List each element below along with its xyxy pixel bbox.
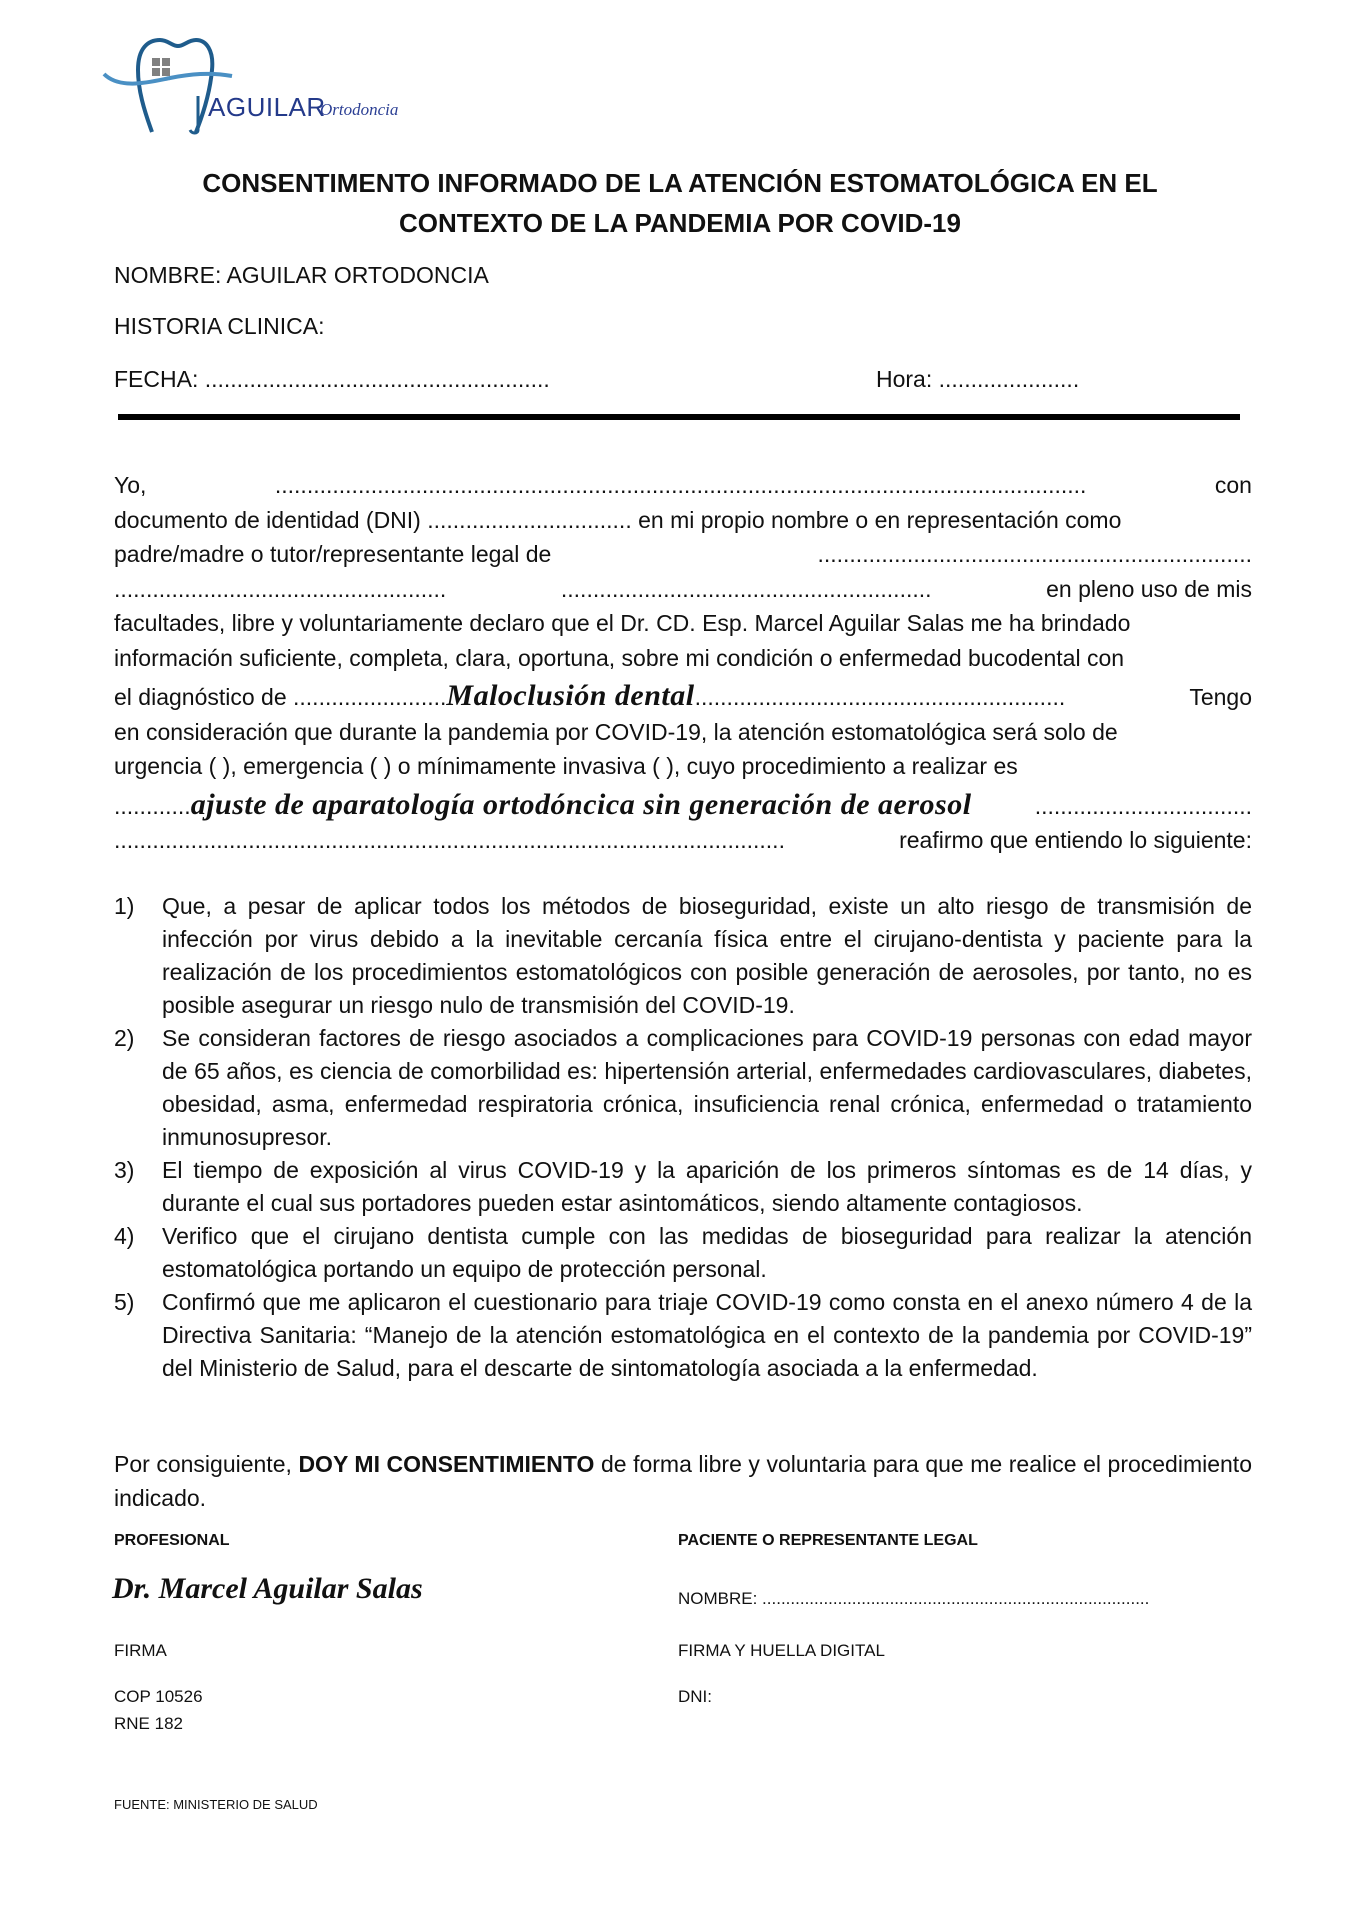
- procedure-handwritten: ajuste de aparatología ortodóncica sin generación de aerosol: [190, 787, 972, 821]
- patient-heading: PACIENTE O REPRESENTANTE LEGAL: [678, 1532, 978, 1549]
- body-line-3: [114, 537, 1252, 572]
- body-line-10: [114, 788, 1252, 824]
- procedure-blank: ..................................: [1034, 792, 1252, 819]
- body-text: información suficiente, completa, clara, oportuna, sobre mi condición o enfermedad bucodental con: [114, 644, 1125, 671]
- body-text: facultades, libre y voluntariamente declaro que el Dr. CD. Esp. Marcel Aguilar Salas me ha brindado: [114, 610, 1131, 636]
- representante-label: padre/madre o tutor/representante legal de: [114, 541, 552, 567]
- patient-firma-field[interactable]: FIRMA Y HUELLA DIGITAL: [678, 1641, 885, 1660]
- fecha-field[interactable]: FECHA: ......................................................: [114, 366, 550, 392]
- professional-rne: RNE 182: [114, 1714, 183, 1733]
- hora-field[interactable]: Hora: ......................: [876, 366, 1080, 392]
- source-footer: FUENTE: MINISTERIO DE SALUD: [114, 1797, 318, 1812]
- body-line-7: [114, 679, 1252, 715]
- list-number: 1): [114, 893, 135, 919]
- list-text: Se consideran factores de riesgo asociados a complicaciones para COVID-19 personas con edad mayor de 65 años, es ciencia de comorbilidad es: hipertensión arterial, enfermedades cardiovasculares, diabetes, obesidad, asma, enfermedad respiratoria crónica, insuficiencia renal crónica, enfermedad o tratamiento inmunosupresor.: [162, 1025, 1252, 1150]
- consent-declaration: [114, 468, 1252, 858]
- conclusion-emphasis: DOY MI CONSENTIMIENTO: [298, 1451, 595, 1477]
- pleno-uso-label: en pleno uso de mis: [1046, 575, 1252, 602]
- procedure-blank-2: .........................................................................................................: [114, 827, 785, 853]
- blank-a[interactable]: ....................................................: [114, 575, 447, 602]
- diagnostico-label: el diagnóstico de ........................: [114, 684, 447, 710]
- reafirmo-label: reafirmo que entiendo lo siguiente:: [899, 827, 1252, 853]
- logo-brand: AGUILAR: [208, 92, 326, 122]
- professional-heading: PROFESIONAL: [114, 1532, 230, 1549]
- diagnosis-blank: ..........................................................: [694, 684, 1066, 710]
- document-title: [100, 163, 1260, 243]
- diagnosis-handwritten: Maloclusión dental: [446, 679, 695, 712]
- patient-name-blank[interactable]: ...............................................................................................................................: [274, 472, 1087, 498]
- body-line-6: [114, 641, 1252, 676]
- con-label: con: [1214, 472, 1252, 498]
- list-item: [114, 1220, 1252, 1286]
- patient-dni-field[interactable]: DNI:: [678, 1687, 712, 1706]
- list-item: [114, 1022, 1252, 1154]
- body-text: en consideración que durante la pandemia por COVID-19, la atención estomatológica será solo de: [114, 718, 1118, 745]
- body-line-4: [114, 572, 1252, 607]
- list-text: Verifico que el cirujano dentista cumple con las medidas de bioseguridad para realizar la atención estomatológica portando un equipo de protección personal.: [162, 1223, 1252, 1282]
- dni-line: documento de identidad (DNI) ................................ en mi propio nombre o en representación como: [114, 506, 1122, 533]
- professional-cop: COP 10526: [114, 1687, 203, 1706]
- body-line-1: [114, 468, 1252, 503]
- historia-clinica-field: HISTORIA CLINICA:: [114, 313, 325, 339]
- tooth-logo-icon: [100, 30, 440, 140]
- procedure-lead-dots: ............: [114, 792, 191, 819]
- list-text: El tiempo de exposición al virus COVID-19 y la aparición de los primeros síntomas es de 14 días, y durante el cual sus portadores pueden estar asintomáticos, siendo altamente contagiosos.: [162, 1157, 1252, 1216]
- body-line-11: [114, 823, 1252, 858]
- list-item: [114, 1154, 1252, 1220]
- list-number: 3): [114, 1157, 135, 1183]
- attention-type-options[interactable]: urgencia ( ), emergencia ( ) o mínimamente invasiva ( ), cuyo procedimiento a realizar es: [114, 753, 1018, 779]
- tengo-label: Tengo: [1189, 684, 1252, 710]
- body-line-5: [114, 606, 1252, 641]
- logo-subtitle: Ortodoncia: [320, 100, 399, 119]
- professional-signature: Dr. Marcel Aguilar Salas: [112, 1572, 423, 1605]
- conclusion-post: de forma libre y voluntaria para que me realice el procedimiento indicado.: [114, 1451, 1252, 1511]
- list-item: [114, 890, 1252, 1022]
- patient-name-field[interactable]: NOMBRE: ..................................................................................: [678, 1589, 1150, 1608]
- header-divider: [118, 414, 1240, 420]
- list-text: Que, a pesar de aplicar todos los métodos de bioseguridad, existe un alto riesgo de transmisión de infección por virus debido a la inevitable cercanía física entre el cirujano-dentista y paciente para la realización de los procedimientos estomatológicos con posible generación de aerosoles, por tanto, no es posible asegurar un riesgo nulo de transmisión del COVID-19.: [162, 893, 1252, 1018]
- yo-label: Yo,: [114, 472, 147, 498]
- list-number: 4): [114, 1223, 135, 1249]
- consent-statement: [114, 1447, 1252, 1515]
- body-line-2: [114, 503, 1252, 538]
- body-line-9: [114, 749, 1252, 784]
- title-line-1: CONSENTIMENTO INFORMADO DE LA ATENCIÓN ESTOMATOLÓGICA EN EL: [202, 168, 1158, 198]
- representado-blank[interactable]: ....................................................................: [817, 541, 1252, 567]
- clinic-logo: [100, 30, 440, 140]
- body-line-8: [114, 715, 1252, 750]
- professional-firma-label: FIRMA: [114, 1641, 167, 1660]
- acknowledgement-list: [114, 890, 1252, 1385]
- title-line-2: CONTEXTO DE LA PANDEMIA POR COVID-19: [399, 208, 961, 238]
- nombre-field: NOMBRE: AGUILAR ORTODONCIA: [114, 262, 489, 288]
- list-text: Confirmó que me aplicaron el cuestionario para triaje COVID-19 como consta en el anexo número 4 de la Directiva Sanitaria: “Manejo de la atención estomatológica en el contexto de la pandemia por COVID-19” del Ministerio de Salud, para el descarte de sintomatología asociada a la enfermedad.: [162, 1289, 1252, 1381]
- list-item: [114, 1286, 1252, 1385]
- blank-b[interactable]: ..........................................................: [560, 575, 932, 602]
- list-number: 5): [114, 1289, 135, 1315]
- conclusion-pre: Por consiguiente,: [114, 1451, 299, 1477]
- list-number: 2): [114, 1025, 135, 1051]
